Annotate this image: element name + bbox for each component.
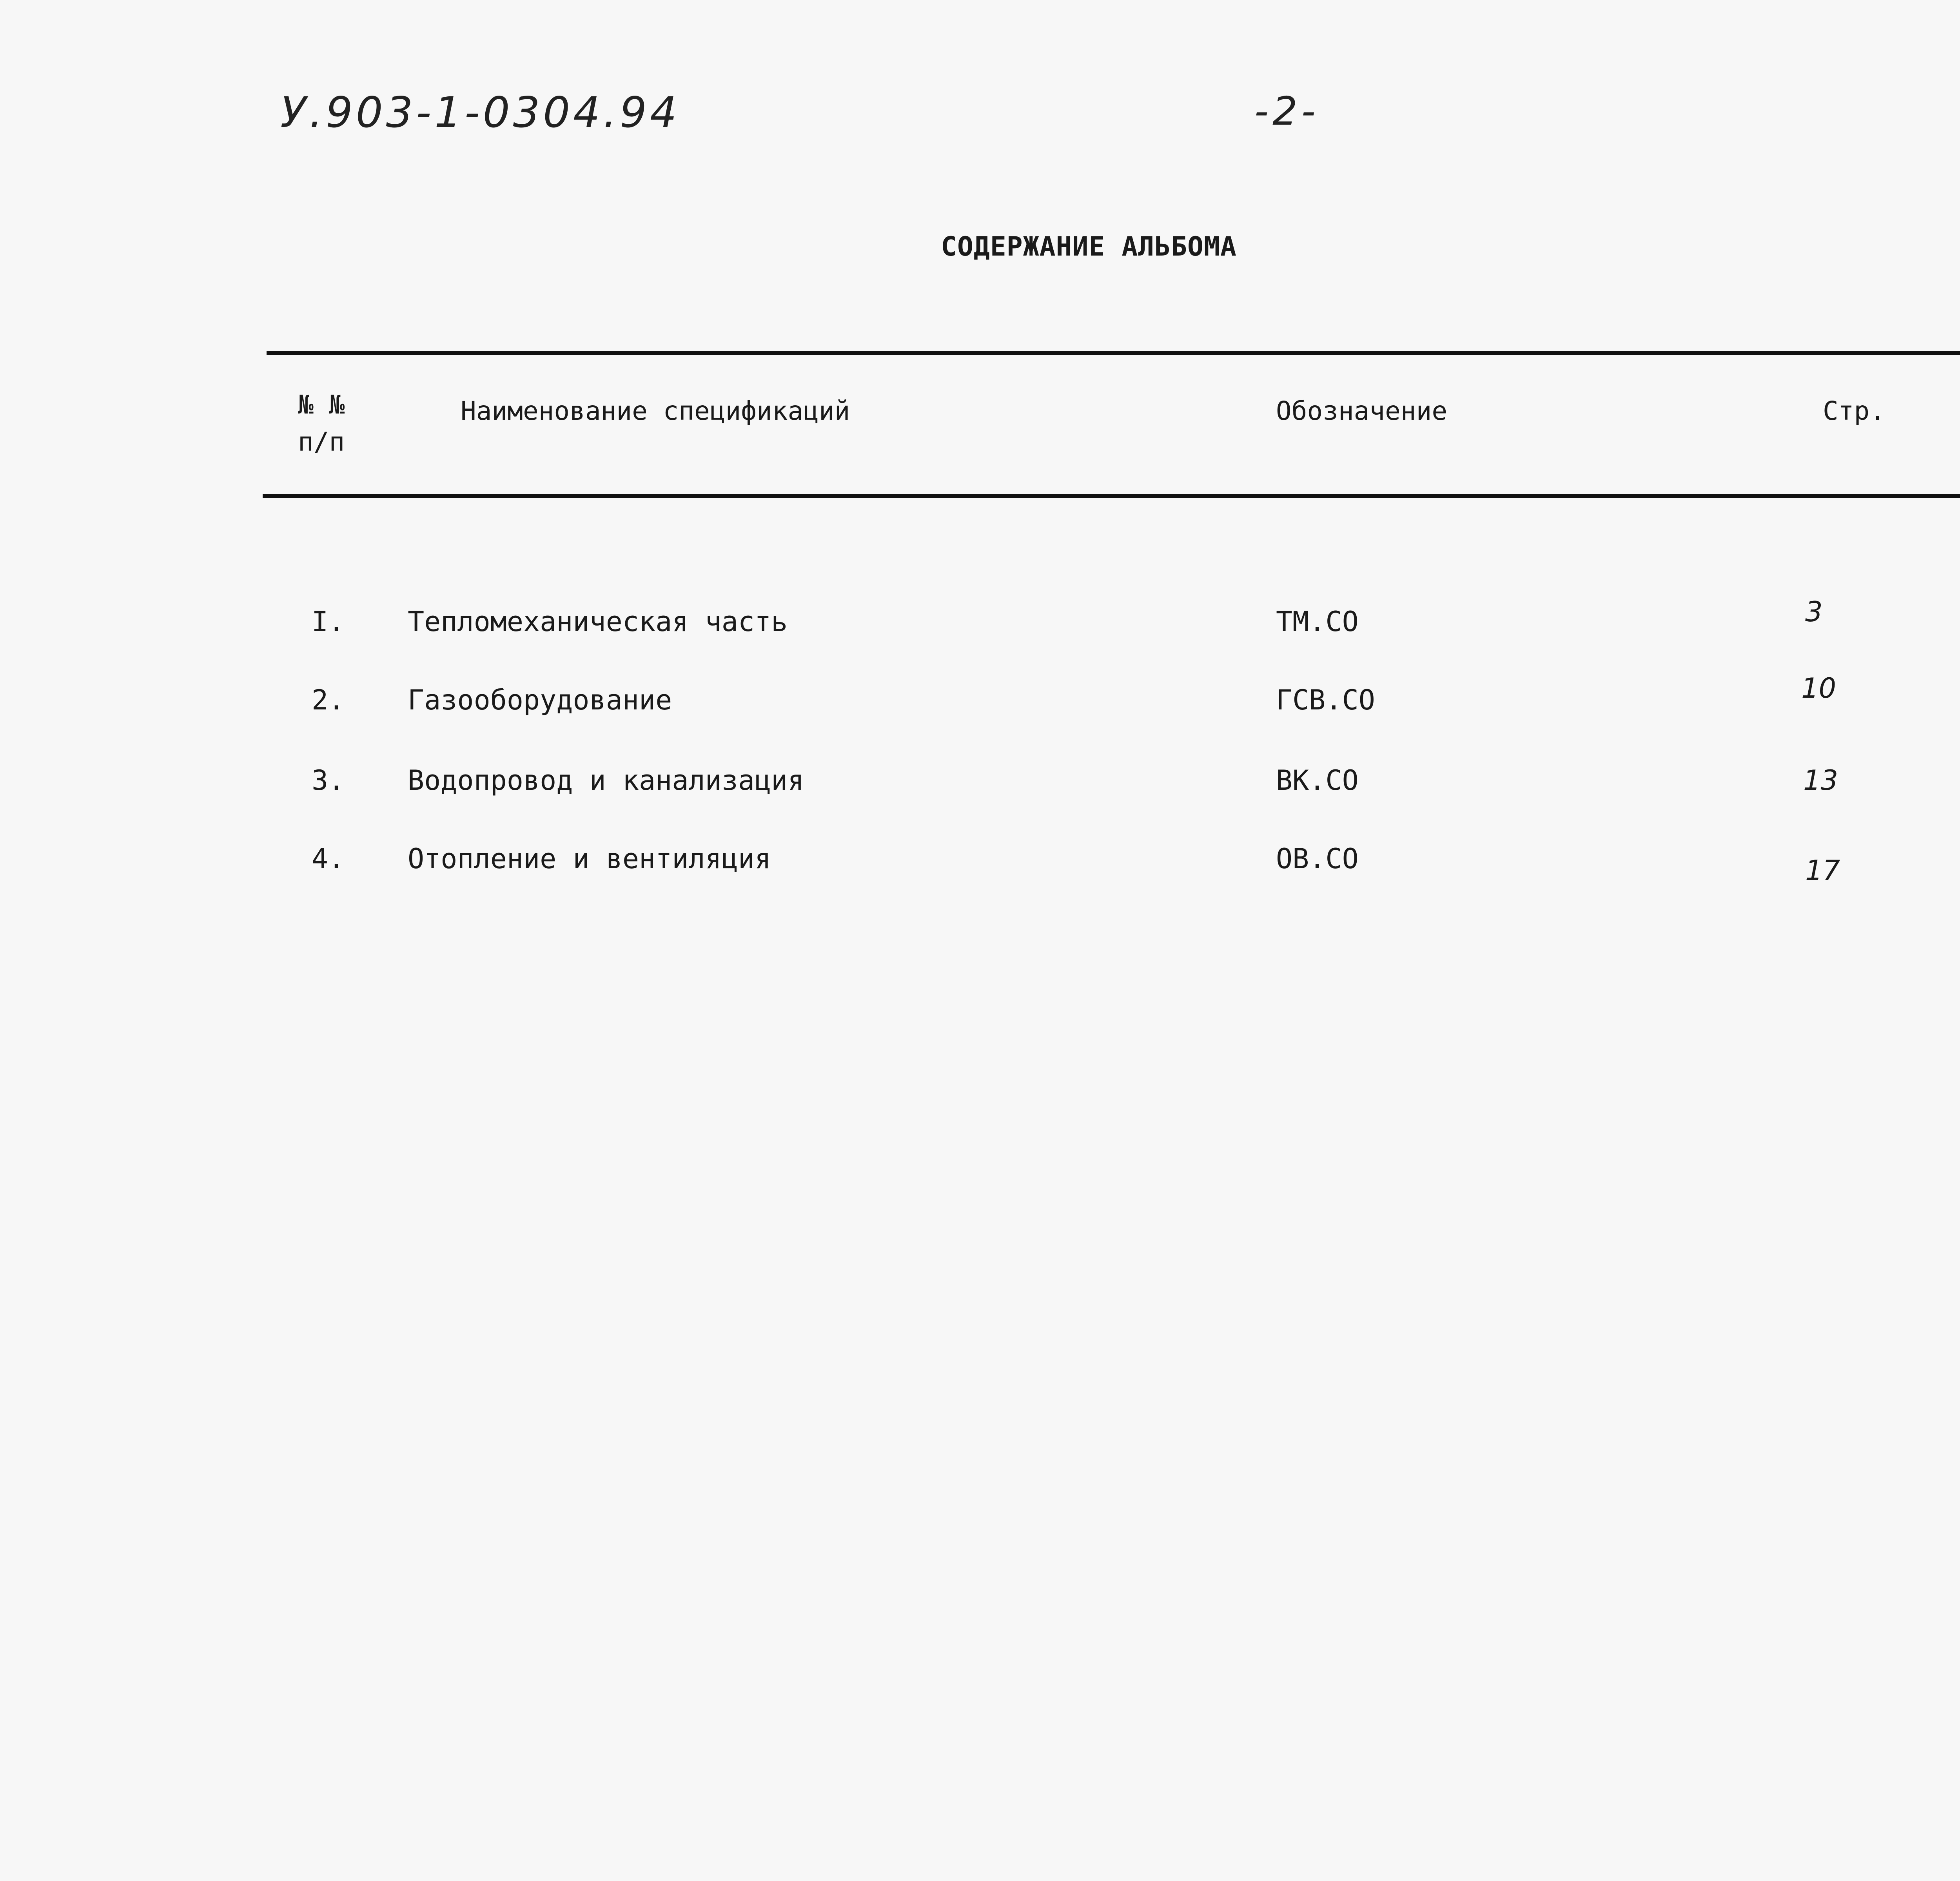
row-page: 17: [1805, 854, 1840, 887]
header-code-column: Обозначение: [1276, 396, 1448, 426]
page-title: СОДЕРЖАНИЕ АЛЬБОМА: [941, 231, 1237, 262]
row-code: ТМ.СО: [1276, 606, 1359, 638]
header-number-line2: п/п: [298, 427, 345, 457]
table-row: [0, 596, 1960, 660]
row-code: ГСВ.СО: [1276, 684, 1375, 716]
row-name: Тепломеханическая часть: [408, 606, 788, 638]
row-number: I.: [312, 606, 345, 638]
table-row: [0, 843, 1960, 898]
header-page-column: Стр.: [1823, 396, 1885, 426]
row-page: 3: [1805, 596, 1823, 628]
document-code: У.903-1-0304.94: [280, 88, 680, 137]
table-row: [0, 672, 1960, 739]
header-number-column: [298, 386, 345, 461]
row-number: 4.: [312, 843, 345, 875]
header-number-line1: № №: [298, 390, 345, 420]
table-header-rule: [263, 494, 1960, 498]
row-name: Отопление и вентиляция: [408, 843, 771, 875]
header-name-column: Наименование спецификаций: [461, 396, 850, 426]
table-top-rule: [267, 351, 1960, 355]
row-page: 13: [1803, 764, 1838, 796]
row-number: 2.: [312, 684, 345, 716]
row-name: Газооборудование: [408, 684, 672, 716]
row-code: ОВ.СО: [1276, 843, 1359, 875]
table-row: [0, 764, 1960, 819]
row-name: Водопровод и канализация: [408, 764, 804, 796]
row-page: 10: [1801, 672, 1837, 704]
row-number: 3.: [312, 764, 345, 796]
row-code: ВК.СО: [1276, 764, 1359, 796]
page-number: -2-: [1254, 88, 1319, 134]
